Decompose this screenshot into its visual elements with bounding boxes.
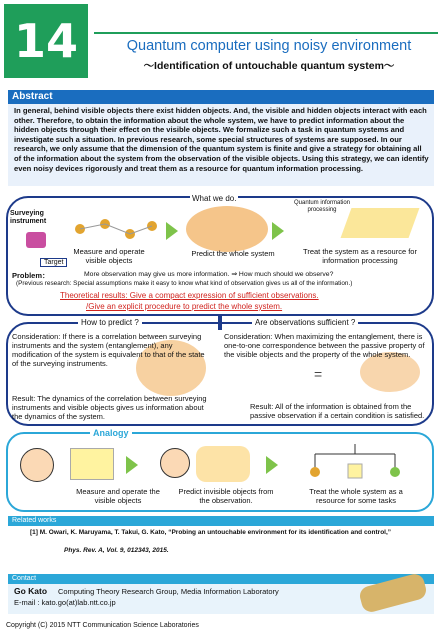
related-ref-journal: Phys. Rev. A, Vol. 9, 012343, 2015. (64, 547, 169, 554)
target-badge: Target (40, 258, 67, 267)
surveying-instrument-label: Surveying instrument (10, 210, 47, 225)
arrow-right-icon (166, 222, 178, 240)
measure-operate-label: Measure and operate visible objects (73, 247, 145, 265)
connector-line (218, 316, 222, 330)
result-right: Result: All of the information is obtained from the passive observation if a certain condition is satisfied. (250, 402, 425, 420)
contact-org: Computing Theory Research Group, Media Information Laboratory (58, 587, 279, 596)
analogy-arrow-2 (266, 456, 278, 474)
thought-bubble-icon (196, 446, 250, 482)
contact-email: E-mail : kato.go(at)lab.ntt.co.jp (14, 598, 116, 607)
predict-label: Predict the whole system (191, 249, 275, 258)
what-we-do-label: What we do. (192, 194, 237, 203)
copyright: Copyright (C) 2015 NTT Communication Science Laboratories (6, 622, 199, 629)
instrument-icon (26, 232, 46, 248)
poster-title: Quantum computer using noisy environment (126, 38, 412, 54)
previous-research: (Previous research: Special assumptions make it easy to know what kind of observation gives us all of the information.) (16, 280, 353, 287)
arrow-right-icon-2 (272, 222, 284, 240)
how-predict-label: How to predict ? (78, 318, 142, 327)
theoretical-result-2: /Give an explicit procedure to predict the whole system. (86, 302, 283, 311)
contact-name: Go Kato (14, 586, 48, 596)
header-divider (94, 32, 438, 34)
analogy-label: Analogy (90, 428, 132, 438)
consideration-left: Consideration: If there is a correlation between surveying instruments and the system (entanglement), any modification of the system is equivalent to that of the state of the surveying instruments. (12, 332, 205, 368)
problem-text: More observation may give us more information. ⇒ How much should we observe? (84, 271, 334, 278)
mobile-icon (300, 444, 410, 486)
analogy-arrow-1 (126, 456, 138, 474)
quantum-info-label: Quantum information processing (293, 200, 351, 213)
face-icon-2 (160, 448, 190, 478)
atoms-cluster (70, 214, 160, 244)
box-icon-1 (70, 448, 114, 480)
contact-label: Contact (8, 574, 434, 584)
related-ref: [1] M. Owari, K. Maruyama, T. Takui, G. Kato, “Probing an untouchable environment for its identification and control,” (30, 529, 392, 536)
equals-sign: = (314, 366, 323, 382)
related-works-label: Related works (8, 516, 434, 526)
laser-beam-graphic (341, 208, 420, 238)
analogy-step-2: Predict invisible objects from the observation. (178, 487, 274, 505)
abstract-text: In general, behind visible objects there exist hidden objects. And, the visible and hidden objects interact with each other. Therefore, to obtain the information about the whole system, we have to predict information about the hidden objects through their effect on the visible objects. We formalize such a task in quantum systems and investigate such a situation. In previous research, some special structures of systems are supposed. In our research, we only assume that the dimension of the quantum system is finite and give a strategy for obtaining all of the information about the system from the observation of the visible objects. Using this strategy, we can identify even noisy devices rigorously and treat them as a resource for quantum information processing. (14, 106, 429, 173)
problem-label: Problem： (12, 271, 50, 280)
abstract-label: Abstract (8, 90, 434, 104)
treat-label: Treat the system as a resource for information processing (303, 247, 417, 265)
poster-subtitle: 〜Identification of untouchable quantum system〜 (143, 60, 395, 72)
cloud-icon (186, 206, 268, 252)
result-left: Result: The dynamics of the correlation between surveying instruments and visible objects gives us information about the dynamics of the system. (12, 394, 207, 421)
analogy-step-3: Treat the whole system as a resource for some tasks (309, 487, 403, 505)
analogy-step-1: Measure and operate the visible objects (76, 487, 160, 505)
consideration-right: Consideration: When maximizing the entanglement, there is one-to-one correspondence between the passive property of the visible objects and the property of the whole system. (224, 332, 425, 359)
poster-number: 14 (4, 4, 88, 78)
obs-sufficient-label: Are observations sufficient ? (252, 318, 358, 327)
face-icon-1 (20, 448, 54, 482)
theoretical-result-1: Theoretical results: Give a compact expression of sufficient observations. (60, 291, 319, 300)
